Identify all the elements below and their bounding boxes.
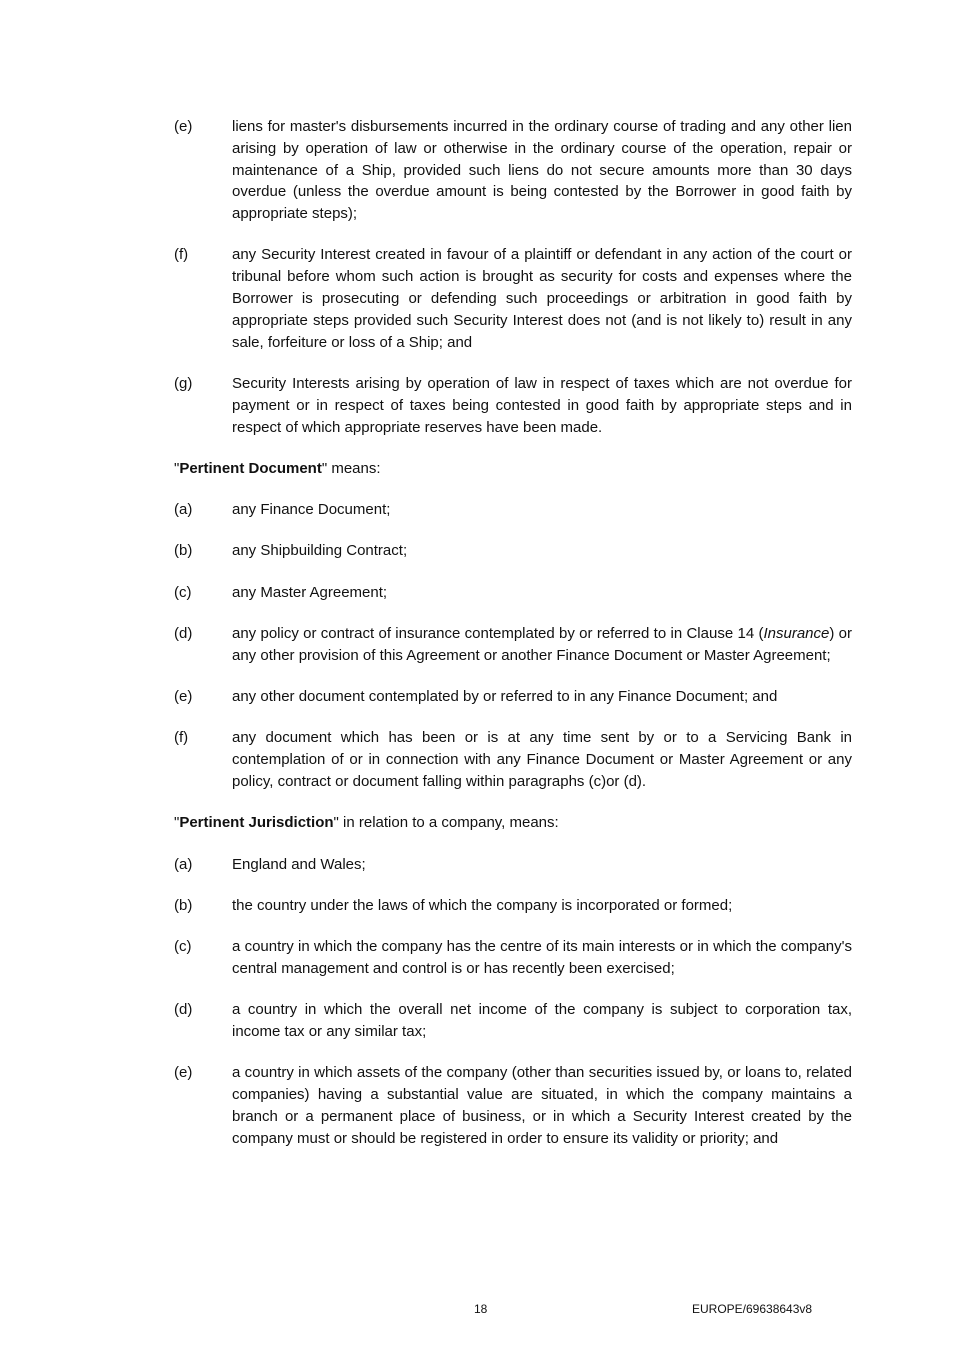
list-item	[174, 999, 852, 1043]
item-label: (d)	[174, 625, 193, 643]
item-text: any other document contemplated by or referred to in any Finance Document; and	[232, 688, 778, 706]
list-item	[174, 373, 852, 438]
definition-pertinent-document	[174, 458, 852, 480]
list-item	[174, 686, 852, 708]
defined-term: Pertinent Document	[179, 459, 322, 477]
list-item	[174, 116, 852, 225]
item-text: any Finance Document;	[232, 501, 391, 519]
item-text: any Shipbuilding Contract;	[232, 542, 408, 560]
list-item	[174, 895, 852, 917]
item-label: (f)	[174, 246, 189, 264]
list-item	[174, 499, 852, 521]
quote-open: "	[174, 814, 180, 832]
document-reference: EUROPE/69638643v8	[692, 1302, 813, 1316]
item-text: any Master Agreement;	[232, 583, 388, 601]
definition-pertinent-jurisdiction	[174, 812, 852, 834]
page-number: 18	[474, 1302, 488, 1316]
item-label: (b)	[174, 542, 193, 560]
item-text: a country in which the overall net income of the company is subject to corporation tax, income tax or any similar tax;	[232, 1001, 852, 1041]
item-text-after: ) or any other provision of this Agreement or another Finance Document or Master Agreement;	[232, 625, 852, 664]
list-item	[174, 244, 852, 353]
item-label: (e)	[174, 118, 193, 135]
item-label: (e)	[174, 688, 193, 706]
item-text: liens for master's disbursements incurred in the ordinary course of trading and any other lien arising by operation of law or otherwise in the ordinary course of the operation, repair or maintenance of a Ship, provided such liens do not secure amounts more than 30 days overdue (unless the overdue amount is being contested by the Borrower in good faith by appropriate steps);	[232, 118, 852, 223]
list-item	[174, 727, 852, 792]
list-item	[174, 936, 852, 980]
item-label: (e)	[174, 1064, 193, 1082]
list-item	[174, 540, 852, 562]
list-item	[174, 854, 852, 876]
defined-term: Pertinent Jurisdiction	[179, 814, 334, 832]
item-label: (a)	[174, 855, 193, 873]
item-text: the country under the laws of which the company is incorporated or formed;	[232, 896, 733, 914]
list-item	[174, 623, 852, 667]
document-body	[174, 116, 852, 1169]
item-label: (b)	[174, 896, 193, 914]
item-label: (a)	[174, 501, 193, 519]
item-label: (g)	[174, 374, 193, 392]
item-label: (d)	[174, 1001, 193, 1019]
item-text-before: any policy or contract of insurance contemplated by or referred to in Clause 14 (	[232, 625, 764, 643]
list-item	[174, 1062, 852, 1149]
item-label: (c)	[174, 938, 192, 956]
quote-open: "	[174, 459, 180, 477]
item-text: Security Interests arising by operation of law in respect of taxes which are not overdue for payment or in respect of taxes being contested in good faith by appropriate steps and in respect of which appropriate reserves have been made.	[232, 374, 852, 436]
item-text: a country in which the company has the centre of its main interests or in which the company's central management and control is or has recently been exercised;	[232, 938, 852, 978]
definition-intro: " means:	[321, 459, 381, 477]
list-item	[174, 582, 852, 604]
item-label: (f)	[174, 729, 189, 747]
item-text	[232, 623, 852, 667]
item-text-italic: Insurance	[763, 625, 830, 643]
item-text: any document which has been or is at any time sent by or to a Servicing Bank in contemplation of or in connection with any Finance Document or Master Agreement or any policy, contract or document falling within paragraphs (c)or (d).	[232, 729, 852, 791]
item-text: any Security Interest created in favour of a plaintiff or defendant in any action of the court or tribunal before whom such action is brought as security for costs and expenses where the Borrower is prosecuting or defending such proceedings or arbitration in good faith by appropriate steps provided such Security Interest does not (and is not likely to) result in any sale, forfeiture or loss of a Ship; and	[232, 246, 852, 351]
item-text: a country in which assets of the company (other than securities issued by, or loans to, related companies) having a substantial value are situated, in which the company maintains a branch or a permanent place of business, or in which a Security Interest created by the company must or should be registered in order to ensure its validity or priority; and	[232, 1064, 852, 1147]
definition-intro: " in relation to a company, means:	[333, 814, 559, 832]
item-label: (c)	[174, 583, 192, 601]
item-text: England and Wales;	[232, 855, 366, 873]
